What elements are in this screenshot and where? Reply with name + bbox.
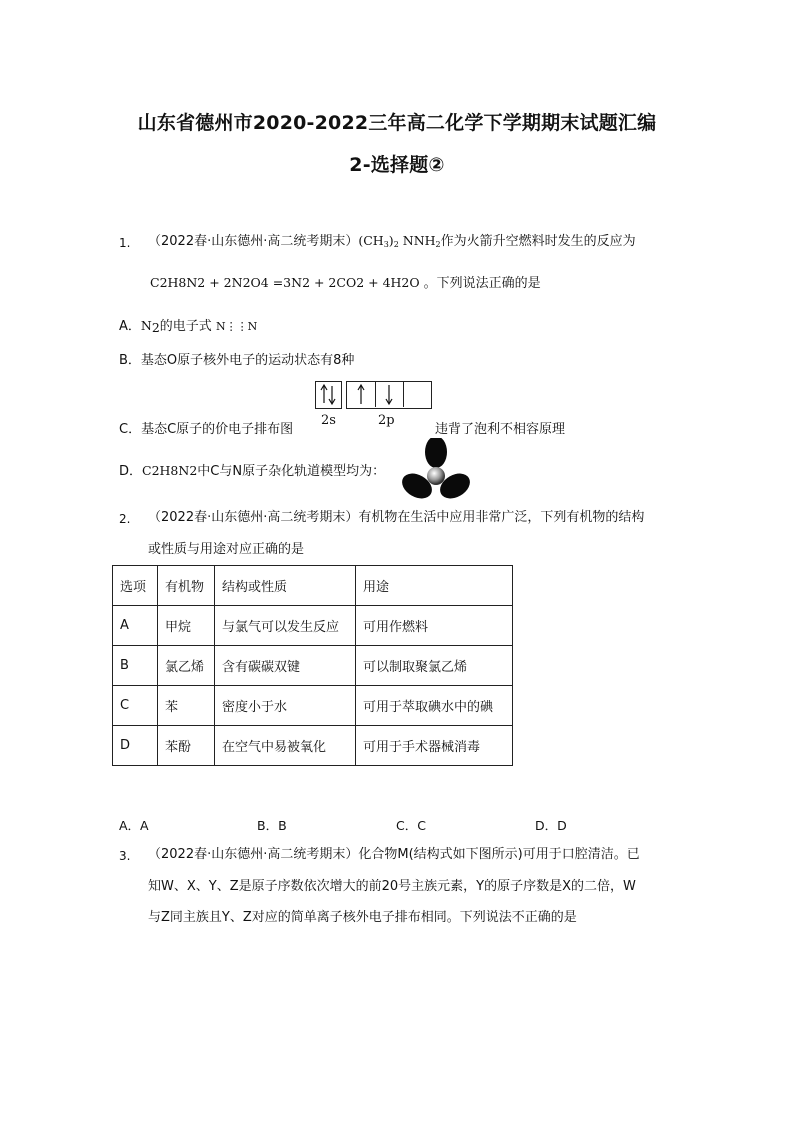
- q1-number: 1.: [119, 236, 131, 250]
- orbital-2p-boxes: [346, 381, 432, 409]
- q1-option-a[interactable]: A．$N_2$的电子式 N⋮⋮N: [119, 318, 258, 335]
- table-row: [113, 606, 513, 646]
- orbital-2s-box: [315, 381, 342, 409]
- q1-option-d[interactable]: D．C2H8N2中C与N原子杂化轨道模型均为：: [119, 463, 386, 479]
- table-cell: C: [113, 686, 158, 726]
- q2-number: 2.: [119, 512, 131, 526]
- page-title: 山东省德州市2020-2022三年高二化学下学期期末试题汇编: [137, 112, 657, 134]
- page-subtitle: 2-选择题②: [349, 154, 445, 176]
- table-header-cell: 用途: [356, 566, 513, 606]
- q2-stem-line2: 或性质与用途对应正确的是: [148, 542, 305, 557]
- table-cell: 苯酚: [158, 726, 215, 766]
- table-cell: 可以制取聚氯乙烯: [356, 646, 513, 686]
- q2-options-table: [112, 565, 513, 766]
- q1-source: （2022春·山东德州·高二统考期末）: [148, 234, 359, 249]
- table-cell: 与氯气可以发生反应: [215, 606, 356, 646]
- q1-stem-line1: [148, 233, 636, 253]
- table-row: [113, 646, 513, 686]
- orbital-2s-label: 2s: [321, 413, 336, 428]
- table-cell: 氯乙烯: [158, 646, 215, 686]
- table-cell: 苯: [158, 686, 215, 726]
- table-cell: 可用于手术器械消毒: [356, 726, 513, 766]
- q1-option-b[interactable]: B．基态O原子核外电子的运动状态有8种: [119, 353, 355, 368]
- orbital-2p-label: 2p: [378, 413, 395, 428]
- n2-electron-dot: N⋮⋮N: [215, 320, 258, 333]
- table-header-cell: 选项: [113, 566, 158, 606]
- table-row: [113, 686, 513, 726]
- q2-answer-c[interactable]: C．C: [396, 818, 426, 833]
- q1-text2: 。下列说法正确的是: [423, 276, 541, 291]
- table-header-cell: 结构或性质: [215, 566, 356, 606]
- trigonal-planar-orbital-icon: [400, 438, 472, 502]
- table-cell: 可用于萃取碘水中的碘: [356, 686, 513, 726]
- q3-stem-line3: 与Z同主族且Y、Z对应的简单离子核外电子排布相同。下列说法不正确的是: [148, 910, 577, 925]
- q3-stem-line2: 知W、X、Y、Z是原子序数依次增大的前20号主族元素，Y的原子序数是X的二倍，W: [148, 879, 636, 894]
- table-cell: A: [113, 606, 158, 646]
- q1-text1: 作为火箭升空燃料时发生的反应为: [440, 234, 636, 249]
- q1-formula-dmh: $(CH_3)_2$ $NNH_2$: [358, 233, 441, 249]
- down-arrow-icon: [375, 382, 403, 407]
- table-cell: 甲烷: [158, 606, 215, 646]
- table-cell: 含有碳碳双键: [215, 646, 356, 686]
- q3-stem-line1: （2022春·山东德州·高二统考期末）化合物M(结构式如下图所示)可用于口腔清洁。已: [148, 847, 640, 862]
- q1-option-c-suffix: 违背了泡利不相容原理: [435, 422, 566, 437]
- q3-number: 3.: [119, 849, 131, 863]
- q1-option-c-prefix[interactable]: C．基态C原子的价电子排布图: [119, 422, 294, 437]
- table-cell: B: [113, 646, 158, 686]
- table-cell: 在空气中易被氧化: [215, 726, 356, 766]
- q1-stem-line2: [150, 275, 541, 292]
- q2-answer-b[interactable]: B．B: [257, 818, 287, 833]
- table-header-cell: 有机物: [158, 566, 215, 606]
- q2-answer-d[interactable]: D．D: [535, 818, 567, 833]
- table-cell: D: [113, 726, 158, 766]
- q1-equation: C2H8N2 + 2N2O4 =3N2 + 2CO2 + 4H2O: [150, 275, 420, 290]
- q2-answer-a[interactable]: A．A: [119, 818, 149, 833]
- table-cell: 可用作燃料: [356, 606, 513, 646]
- table-header-row: [113, 566, 513, 606]
- table-cell: 密度小于水: [215, 686, 356, 726]
- table-row: [113, 726, 513, 766]
- up-arrow-icon: [347, 382, 375, 407]
- q2-stem-line1: （2022春·山东德州·高二统考期末）有机物在生活中应用非常广泛，下列有机物的结构: [148, 510, 645, 525]
- up-down-arrow-icon: [316, 382, 340, 407]
